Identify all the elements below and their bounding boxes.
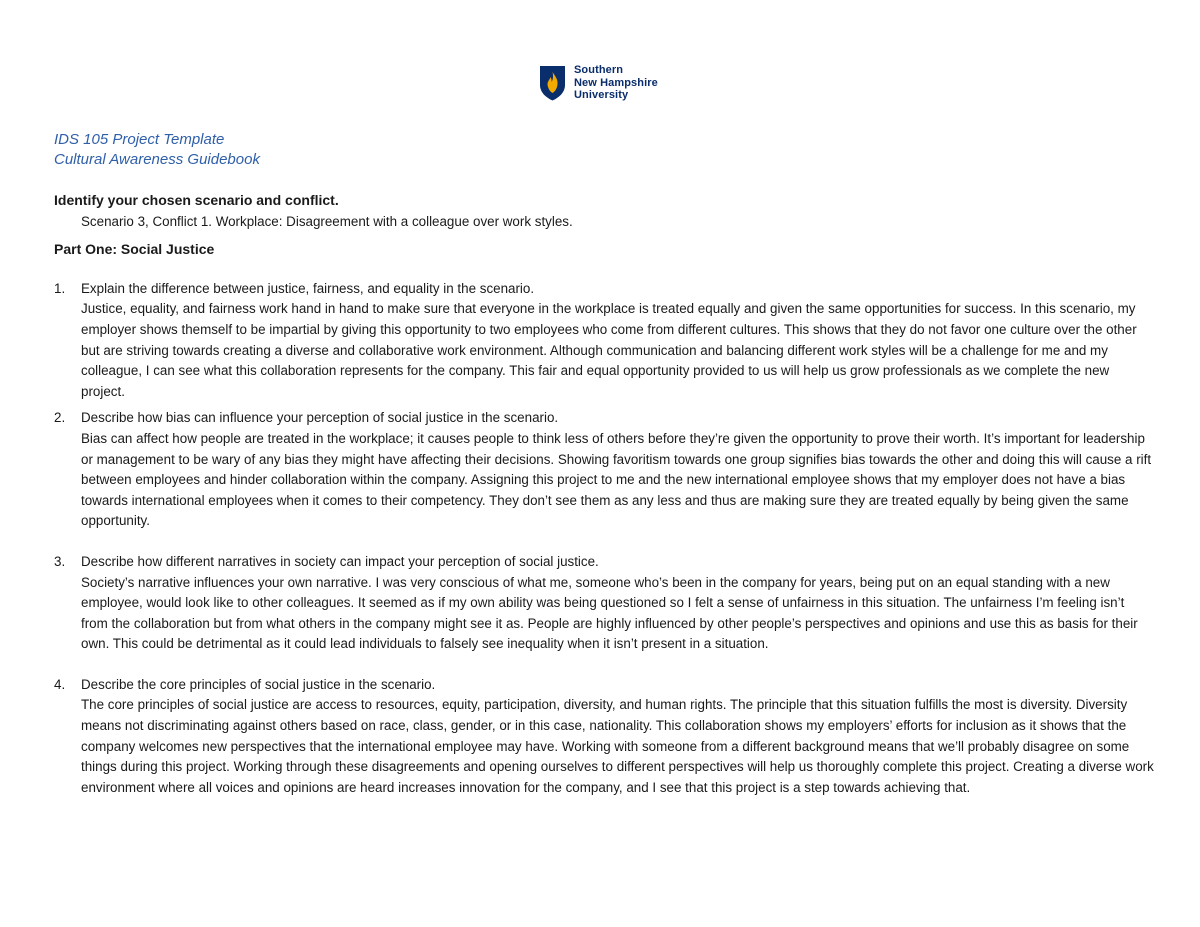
title-line-1: IDS 105 Project Template	[54, 131, 225, 148]
question-answer: Bias can affect how people are treated in the workplace; it causes people to think less of others before they’re given the opportunity to prove their worth. It’s important for leadership or management to be wary of any bias they might have affecting their decisions. Showing favoritism towards one group signifies bias towards the other and doing this will cause a rift between employees and hinder collaboration within the company. Assigning this project to me and the new international employee shows that my employer does not have a bias towards international employees when it comes to their competency. They don’t see them as any less and thus are making sure they are treated equally by being given the same opportunity.	[81, 430, 1152, 529]
question-list	[54, 279, 1154, 799]
question-number: 1.	[54, 280, 66, 296]
question-prompt: Describe how bias can influence your perception of social justice in the scenario.	[81, 410, 559, 426]
scenario-heading: Identify your chosen scenario and conflict.	[54, 192, 339, 208]
question-item	[54, 408, 1154, 532]
part-one-heading: Part One: Social Justice	[54, 241, 215, 258]
question-number: 2.	[54, 410, 66, 426]
snhu-logo	[539, 64, 658, 102]
logo-line-2: New Hampshire	[574, 76, 658, 89]
title-line-2: Cultural Awareness Guidebook	[54, 151, 260, 168]
question-prompt: Describe how different narratives in society can impact your perception of social justice.	[81, 553, 599, 569]
question-prompt: Describe the core principles of social justice in the scenario.	[81, 676, 436, 692]
document-body	[54, 190, 1154, 798]
question-answer: Justice, equality, and fairness work hand in hand to make sure that everyone in the workplace is treated equally and given the same opportunities for success. In this scenario, my employer shows themself to be impartial by giving this opportunity to two employees who come from different cultures. This shows that they do not favor one culture over the other but are striving towards creating a diverse and collaborative work environment. Although communication and balancing different work styles will be a challenge for me and my colleague, I can see what this collaboration represents for the company. This fair and equal opportunity provided to us will help us grow professionals as we complete the new project.	[81, 301, 1137, 399]
question-number: 4.	[54, 676, 66, 692]
question-item	[54, 675, 1154, 799]
document-title	[54, 130, 260, 170]
question-prompt: Explain the difference between justice, fairness, and equality in the scenario.	[81, 280, 535, 296]
logo-line-3: University	[574, 89, 629, 101]
logo-line-1: Southern	[574, 64, 624, 76]
question-answer: The core principles of social justice are access to resources, equity, participation, diversity, and human rights. The principle that this situation fulfills the most is diversity. Diversity means not discriminating against others based on race, class, gender, or in this case, nationality. This collaboration shows my employers’ efforts for inclusion as it shows that the company welcomes new perspectives that the international employee may have. Working with someone from a different background means that we’ll probably disagree on some things during this project. Working through these disagreements and opening ourselves to different perspectives will help us thoroughly complete this project. Creating a diverse work environment where all voices and opinions are heard increases innovation for the company, and I see that this project is a step towards achieving that.	[81, 697, 1154, 795]
question-item	[54, 552, 1154, 655]
question-answer: Society’s narrative influences your own narrative. I was very conscious of what me, someone who’s been in the company for years, being put on an equal standing with a new employee, would look like to other colleagues. It seemed as if my own ability was being questioned so I felt a sense of unfairness in this situation. The unfairness I’m feeling isn’t from the collaboration but from what others in the company might see it as. People are highly influenced by other people’s perspectives and opinions and use this as basis for their own. This could be detrimental as it could lead individuals to falsely see inequality when it isn’t present in a situation.	[81, 574, 1138, 652]
scenario-text: Scenario 3, Conflict 1. Workplace: Disagreement with a colleague over work styles.	[81, 213, 573, 229]
question-number: 3.	[54, 553, 66, 569]
snhu-shield-flame-icon	[539, 65, 566, 101]
question-item	[54, 279, 1154, 403]
logo-wordmark	[574, 64, 658, 102]
